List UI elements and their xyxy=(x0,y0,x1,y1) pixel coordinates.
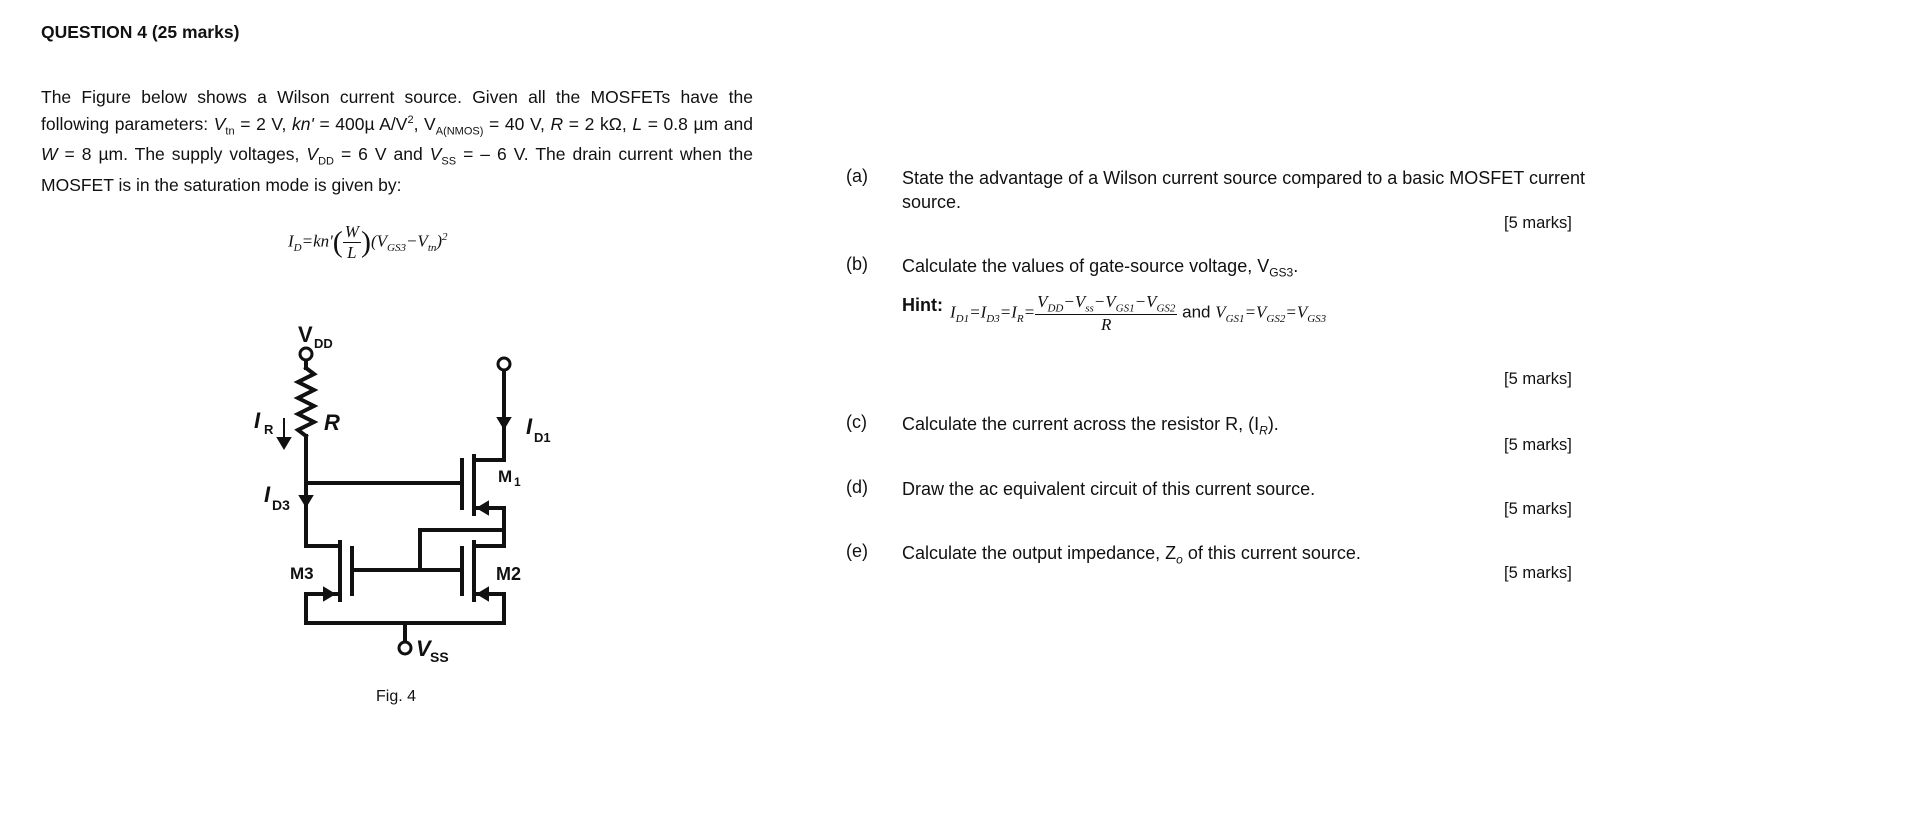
vss-terminal xyxy=(399,642,411,654)
part-d-label: (d) xyxy=(846,477,868,497)
part-c-text: Calculate the current across the resistor R, $(I_R)$. xyxy=(902,414,1279,438)
part-e-text: Calculate the output impedance, $Z_o$ of this current source. xyxy=(902,543,1361,567)
ir-arrow xyxy=(278,438,290,448)
label-id1-sub: D1 xyxy=(534,430,551,445)
part-c-label: (c) xyxy=(846,412,867,432)
vdd-terminal-left xyxy=(300,348,312,360)
label-m1-sub: 1 xyxy=(514,475,521,489)
label-r: R xyxy=(324,410,340,435)
part-b-label: (b) xyxy=(846,254,868,274)
part-e-label: (e) xyxy=(846,541,868,561)
wilson-current-source-circuit xyxy=(240,318,570,683)
label-m1: M xyxy=(498,467,513,486)
question-intro: The Figure below shows a Wilson current source. Given all the MOSFETs have the following parameters: $V_{tn} = 2$ V, kn' = 400µ $A/V^2$, $V_{A(NMOS)} = 40$ V, R = 2 kΩ, L = 0.8 µm and W = 8 µm. The supply voltages, $V_{DD} = 6$ V and $V_{SS}$ = – 6 V. The drain current when the MOSFET is in the saturation mode is given by: xyxy=(41,87,753,195)
part-d-text: Draw the ac equivalent circuit of this current source. xyxy=(902,479,1316,499)
m1-source-arrow xyxy=(478,502,488,514)
part-a-marks: [5 marks] xyxy=(1504,214,1572,232)
label-m2: M2 xyxy=(496,564,522,584)
label-ir: I xyxy=(254,408,261,433)
part-e-marks: [5 marks] xyxy=(1504,564,1572,582)
m3-source-arrow xyxy=(324,588,334,600)
part-a-label: (a) xyxy=(846,166,868,186)
hint-formula: $I_{D1}=I_{D3}=I_R=$ $\frac{V_{DD}-V_{ss}-V_{GS1}-V_{GS2}}{R}$ and $V_{GS1}=V_{GS2}=V_{GS3}$ xyxy=(950,292,1327,335)
label-id3: I xyxy=(264,482,271,507)
part-b-marks: [5 marks] xyxy=(1504,370,1572,388)
output-terminal xyxy=(498,358,510,370)
label-id3-sub: D3 xyxy=(272,497,290,513)
label-m3: M3 xyxy=(290,564,314,583)
label-ir-sub: R xyxy=(264,422,274,437)
part-d-marks: [5 marks] xyxy=(1504,500,1572,518)
part-b-text: Calculate the values of gate-source voltage, $V_{GS3}$. xyxy=(902,256,1299,280)
hint-label: Hint: xyxy=(902,295,943,315)
label-vss: V xyxy=(416,636,431,661)
label-vdd: V xyxy=(298,322,313,347)
figure-caption: Fig. 4 xyxy=(376,688,417,705)
resistor-r xyxy=(298,368,314,436)
drain-current-formula: $I_D=kn'$( $\frac{W}{L}$ )$(V_{GS3}-V_{tn})^2$ xyxy=(288,222,448,262)
part-a-text: State the advantage of a Wilson current source compared to a basic MOSFET current source. xyxy=(902,168,1585,212)
question-title: QUESTION 4 (25 marks) xyxy=(41,22,240,42)
label-vss-sub: SS xyxy=(430,649,449,665)
m2-source-arrow xyxy=(478,588,488,600)
label-vdd-sub: DD xyxy=(314,336,333,351)
id3-arrow xyxy=(300,496,312,506)
label-id1: I xyxy=(526,414,533,439)
id1-arrow xyxy=(498,418,510,428)
part-c-marks: [5 marks] xyxy=(1504,436,1572,454)
